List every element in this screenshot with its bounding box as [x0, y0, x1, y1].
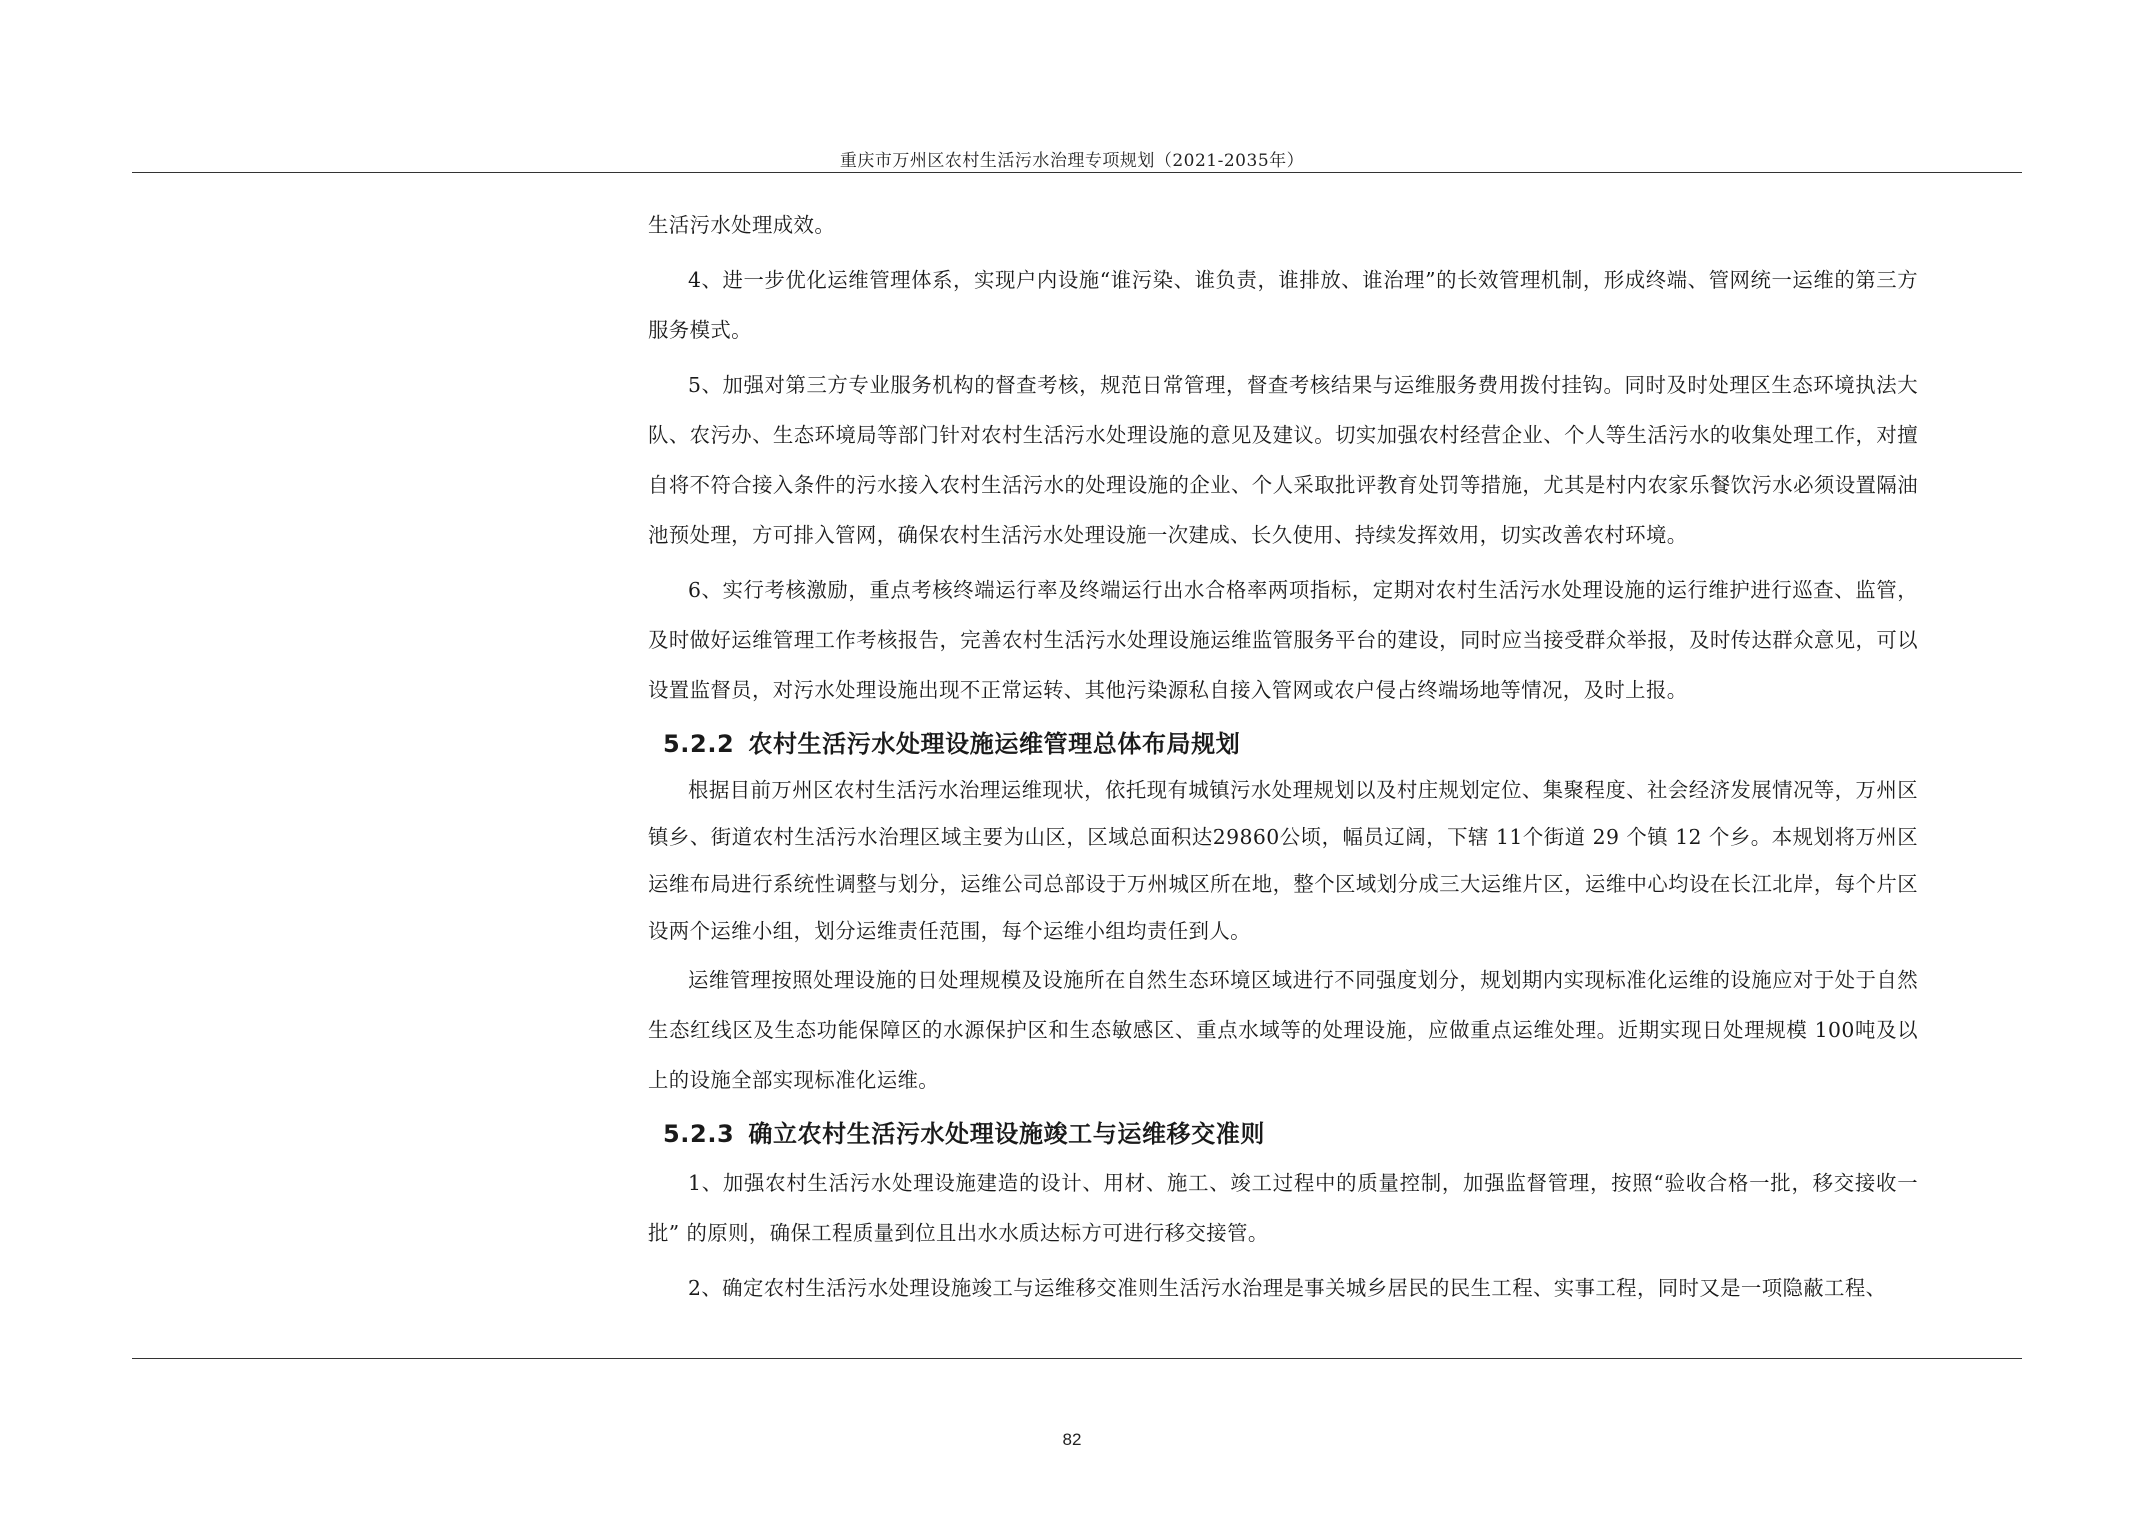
- page-body: [648, 200, 1918, 1313]
- running-header: 重庆市万州区农村生活污水治理专项规划（2021-2035年）: [839, 151, 1305, 171]
- footer-rule: [132, 1358, 2022, 1359]
- paragraph-item-5: 5、加强对第三方专业服务机构的督查考核，规范日常管理，督查考核结果与运维服务费用拨付挂钩。同时及时处理区生态环境执法大队、农污办、生态环境局等部门针对农村生活污水处理设施的意见及建议。切实加强农村经营企业、个人等生活污水的收集处理工作，对擅自将不符合接入条件的污水接入农村生活污水的处理设施的企业、个人采取批评教育处罚等措施，尤其是村内农家乐餐饮污水必须设置隔油池预处理，方可排入管网，确保农村生活污水处理设施一次建成、长久使用、持续发挥效用，切实改善农村环境。: [648, 373, 1918, 547]
- section-number: 5.2.3: [663, 1120, 735, 1148]
- section-heading-5-2-3: [663, 1115, 1918, 1153]
- paragraph-continuation: 生活污水处理成效。: [648, 213, 836, 237]
- paragraph-layout-planning: 根据目前万州区农村生活污水治理运维现状，依托现有城镇污水处理规划以及村庄规划定位、集聚程度、社会经济发展情况等，万州区镇乡、街道农村生活污水治理区域主要为山区，区域总面积达29860公顷，幅员辽阔，下辖 11个街道 29 个镇 12 个乡。本规划将万州区运维布局进行系统性调整与划分，运维公司总部设于万州城区所在地，整个区域划分成三大运维片区，运维中心均设在长江北岸，每个片区设两个运维小组，划分运维责任范围，每个运维小组均责任到人。: [648, 778, 1918, 943]
- paragraph-item-1: 1、加强农村生活污水处理设施建造的设计、用材、施工、竣工过程中的质量控制，加强监督管理，按照“验收合格一批，移交接收一批” 的原则，确保工程质量到位且出水水质达标方可进行移交接管。: [648, 1171, 1918, 1245]
- paragraph-item-2: 2、确定农村生活污水处理设施竣工与运维移交准则生活污水治理是事关城乡居民的民生工程、实事工程，同时又是一项隐蔽工程、: [688, 1276, 1887, 1300]
- paragraph-operation-management: 运维管理按照处理设施的日处理规模及设施所在自然生态环境区域进行不同强度划分，规划期内实现标准化运维的设施应对于处于自然生态红线区及生态功能保障区的水源保护区和生态敏感区、重点水域等的处理设施，应做重点运维处理。近期实现日处理规模 100吨及以上的设施全部实现标准化运维。: [648, 968, 1918, 1092]
- header-rule: [132, 172, 2022, 173]
- paragraph-item-4: 4、进一步优化运维管理体系，实现户内设施“谁污染、谁负责，谁排放、谁治理”的长效管理机制，形成终端、管网统一运维的第三方服务模式。: [648, 268, 1918, 342]
- section-title: 确立农村生活污水处理设施竣工与运维移交准则: [748, 1120, 1265, 1148]
- paragraph-item-6: 6、实行考核激励，重点考核终端运行率及终端运行出水合格率两项指标，定期对农村生活污水处理设施的运行维护进行巡查、监管， 及时做好运维管理工作考核报告，完善农村生活污水处理设施运维监管服务平台的建设，同时应当接受群众举报，及时传达群众意见，可以设置监督员，对污水处理设施出现不正常运转、其他污染源私自接入管网或农户侵占终端场地等情况，及时上报。: [648, 578, 1918, 702]
- section-title: 农村生活污水处理设施运维管理总体布局规划: [748, 730, 1241, 758]
- section-number: 5.2.2: [663, 730, 735, 758]
- section-heading-5-2-2: [663, 725, 1918, 763]
- page-number: 82: [1062, 1430, 1082, 1449]
